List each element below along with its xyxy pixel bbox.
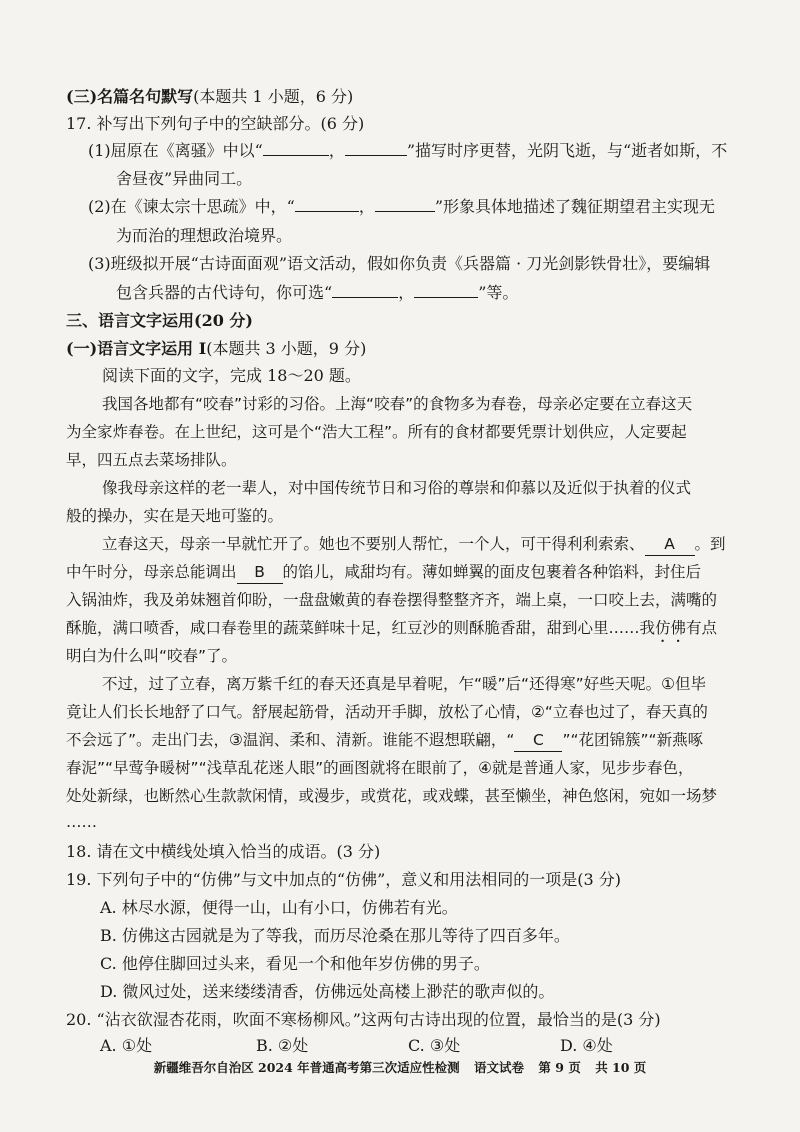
question-17-2-cont: 为而治的理想政治境界。 [116,226,293,245]
section-3-info: (本题共 1 小题，6 分) [193,87,354,106]
answer-blank[interactable] [414,283,478,298]
footer-title: 新疆维吾尔自治区 2024 年普通高考第三次适应性检测 [153,1060,460,1075]
q20-option-a[interactable]: A. ①处 [100,1036,153,1055]
subsection-1-heading: (一)语言文字运用 Ⅰ(本题共 3 小题，9 分) [66,339,367,358]
q20-option-d[interactable]: D. ④处 [560,1036,613,1055]
answer-blank[interactable] [345,141,407,156]
passage-p4-line4: 春泥”“早莺争暖树”“浅草乱花迷人眼”的画图就将在眼前了，④就是普通人家，见步步春色， [66,759,694,777]
question-17-stem: 17. 补写出下列句子中的空缺部分。(6 分) [66,114,365,133]
blank-b[interactable]: B [237,561,283,584]
passage-p4-line5: 处处新绿，也断然心生款款闲情，或漫步，或赏花，或戏蝶，甚至懒坐，神色悠闲，宛如一场梦 [66,787,718,805]
passage-p4-line1: 不过，过了立春，离万紫千红的春天还真是早着呢，乍“暖”后“还得寒”好些天呢。①但毕 [102,675,707,693]
page-footer [0,1058,800,1076]
footer-total: 共 10 页 [595,1060,647,1075]
q20-option-c[interactable]: C. ③处 [408,1036,461,1055]
q20-option-b[interactable]: B. ②处 [256,1036,309,1055]
question-20: 20. “沾衣欲湿杏花雨，吹面不寒杨柳风。”这两句古诗出现的位置，最恰当的是(3 分) [66,1010,661,1029]
passage-p2-line1: 像我母亲这样的老一辈人，对中国传统节日和习俗的尊崇和仰慕以及近似于执着的仪式 [102,479,692,497]
question-18: 18. 请在文中横线处填入恰当的成语。(3 分) [66,842,381,861]
q19-option-a[interactable]: A. 林尽水源，便得一山，山有小口，仿佛若有光。 [100,898,458,917]
passage-p2-line2: 般的操办，实在是天地可鉴的。 [66,507,284,525]
passage-p3-line4: 酥脆，满口喷香，咸口春卷里的蔬菜鲜味十足，红豆沙的则酥脆香甜，甜到心里……我仿佛有点 [66,619,718,637]
answer-blank[interactable] [375,197,435,212]
footer-page: 第 9 页 [538,1060,581,1075]
question-17-1-cont: 舍昼夜”异曲同工。 [116,169,253,188]
part-3-title: 三、语言文字运用(20 分) [66,311,253,330]
footer-subject: 语文试卷 [474,1060,525,1075]
question-17-2: (2)在《谏太宗十思疏》中，“ ， ”形象具体地描述了魏征期望君主实现无 [88,197,716,216]
passage-p1-line1: 我国各地都有“咬春”讨彩的习俗。上海“咬春”的食物多为春卷，母亲必定要在立春这天 [102,395,693,413]
passage-p3-line2: 中午时分，母亲总能调出 B 的馅儿，咸甜均有。薄如蝉翼的面皮包裹着各种馅料，封住后 [66,561,701,584]
section-3-heading [66,86,353,108]
passage-p3-line3: 入锅油炸，我及弟妹翘首仰盼，一盘盘嫩黄的春卷摆得整整齐齐，端上桌，一口咬上去，满嘴的 [66,591,718,609]
dotted-fangfo: 仿佛 [655,619,687,637]
question-17-3: (3)班级拟开展“古诗面面观”语文活动，假如你负责《兵器篇 · 刀光剑影铁骨壮》，要编辑 [88,254,711,273]
passage-p1-line2: 为全家炸春卷。在上世纪，这可是个“浩大工程”。所有的食材都要凭票计划供应，人定要起 [66,423,687,441]
blank-a[interactable]: A [645,533,695,556]
blank-c[interactable]: C [514,729,562,752]
answer-blank[interactable] [295,197,359,212]
question-19: 19. 下列句子中的“仿佛”与文中加点的“仿佛”，意义和用法相同的一项是(3 分) [66,870,622,889]
passage-p4-line2: 竟让人们长长地舒了口气。舒展起筋骨，活动开手脚，放松了心情，②“立春也过了，春天真的 [66,703,708,721]
passage-p3-line1: 立春这天，母亲一早就忙开了。她也不要别人帮忙，一个人，可干得利利索索、 A 。到 [102,533,726,556]
q19-option-b[interactable]: B. 仿佛这古园就是为了等我，而历尽沧桑在那儿等待了四百多年。 [100,926,570,945]
question-17-3-cont: 包含兵器的古代诗句，你可选“ ， ”等。 [116,283,519,302]
q19-option-d[interactable]: D. 微风过处，送来缕缕清香，仿佛远处高楼上渺茫的歌声似的。 [100,982,555,1001]
passage-p3-line5: 明白为什么叫“咬春”了。 [66,647,238,665]
answer-blank[interactable] [332,283,398,298]
passage-p4-line6: …… [66,813,97,831]
answer-blank[interactable] [263,141,329,156]
reading-instruction: 阅读下面的文字，完成 18～20 题。 [102,366,361,385]
q19-option-c[interactable]: C. 他停住脚回过头来，看见一个和他年岁仿佛的男子。 [100,954,490,973]
question-17-1: (1)屈原在《离骚》中以“ ， ”描写时序更替，光阴飞逝，与“逝者如斯，不 [88,141,728,160]
passage-p1-line3: 早，四五点去菜场排队。 [66,451,237,469]
passage-p4-line3: 不会远了”。走出门去，③温润、柔和、清新。谁能不遐想联翩，“ C ”“花团锦簇”“新燕啄 [66,729,703,752]
section-3-name: (三)名篇名句默写 [66,87,194,106]
